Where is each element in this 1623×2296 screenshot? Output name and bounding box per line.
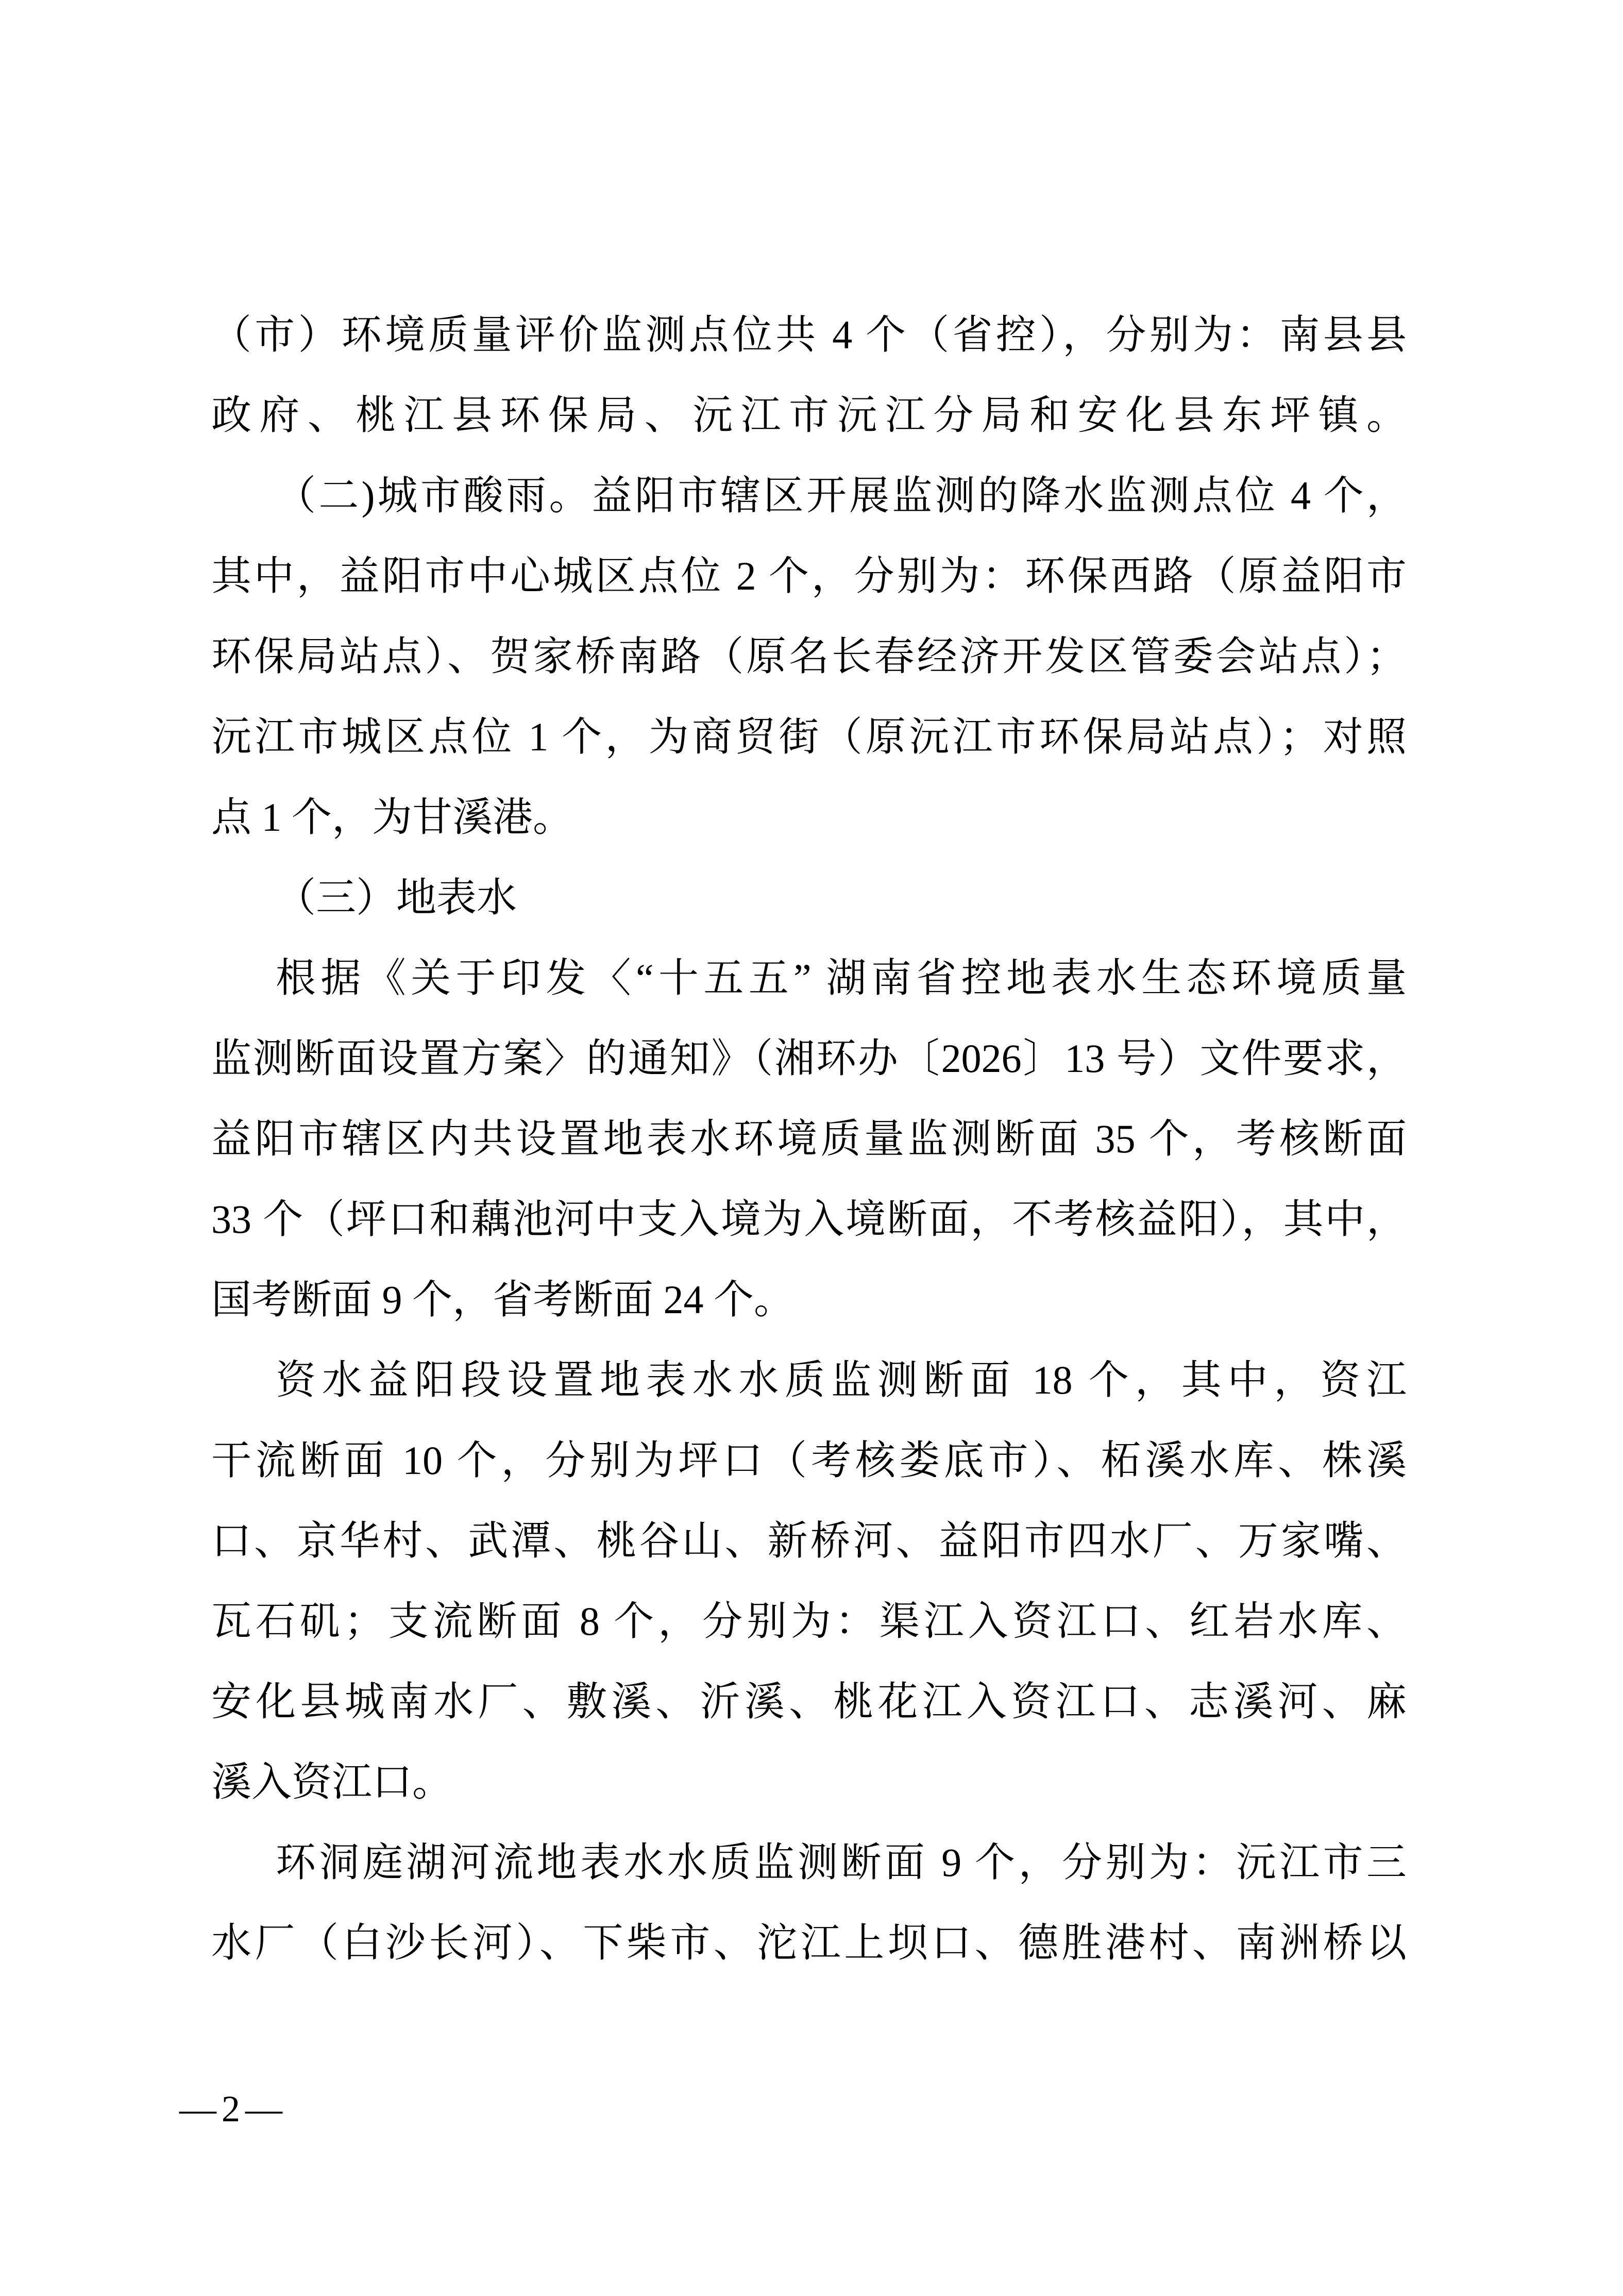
text-line: 安化县城南水厂、敷溪、沂溪、桃花江入资江口、志溪河、麻	[211, 1679, 1407, 1724]
text-line: 政府、桃江县环保局、沅江市沅江分局和安化县东坪镇。	[211, 393, 1407, 438]
text-line: （市）环境质量评价监测点位共 4 个（省控），分别为：南县县	[211, 312, 1407, 357]
text-line: 点 1 个，为甘溪港。	[211, 795, 573, 840]
text-line: 口、京华村、武潭、桃谷山、新桥河、益阳市四水厂、万家嘴、	[211, 1518, 1407, 1563]
document-body	[211, 295, 1407, 1983]
text-line: 水厂（白沙长河）、下柴市、沱江上坝口、德胜港村、南洲桥以	[211, 1920, 1407, 1965]
text-line: 国考断面 9 个，省考断面 24 个。	[211, 1277, 794, 1322]
text-line: 环洞庭湖河流地表水水质监测断面 9 个，分别为：沅江市三	[276, 1840, 1407, 1885]
text-line: 溪入资江口。	[211, 1759, 453, 1804]
text-line: 益阳市辖区内共设置地表水环境质量监测断面 35 个，考核断面	[211, 1116, 1407, 1161]
text-line: 33 个（坪口和藕池河中支入境为入境断面，不考核益阳），其中，	[211, 1197, 1407, 1242]
text-line: 资水益阳段设置地表水水质监测断面 18 个，其中，资江	[276, 1358, 1407, 1402]
text-line: 根据《关于印发〈“十五五” 湖南省控地表水生态环境质量	[276, 956, 1407, 1000]
text-line: （三）地表水	[276, 875, 517, 920]
text-line: 监测断面设置方案〉的通知》（湘环办〔2026〕13 号）文件要求，	[211, 1036, 1407, 1081]
text-line: 其中，益阳市中心城区点位 2 个，分别为：环保西路（原益阳市	[211, 554, 1407, 598]
text-line: （二)城市酸雨。益阳市辖区开展监测的降水监测点位 4 个，	[276, 473, 1407, 518]
text-line: 环保局站点）、贺家桥南路（原名长春经济开发区管委会站点）；	[211, 634, 1407, 679]
text-line: 干流断面 10 个，分别为坪口（考核娄底市）、柘溪水库、株溪	[211, 1438, 1407, 1483]
text-line: 瓦石矶；支流断面 8 个，分别为：渠江入资江口、红岩水库、	[211, 1599, 1407, 1644]
text-line: 沅江市城区点位 1 个，为商贸街（原沅江市环保局站点）；对照	[211, 714, 1407, 759]
page-number: — 2 —	[179, 2088, 280, 2130]
